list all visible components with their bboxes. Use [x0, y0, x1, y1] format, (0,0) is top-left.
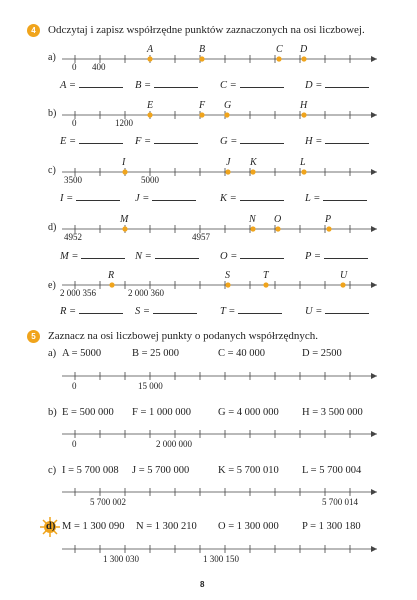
tick-label: 2 000 360 — [128, 288, 164, 298]
point-label-T: T — [263, 270, 269, 281]
answer-U[interactable]: U = — [305, 305, 369, 317]
tick-label: 0 — [72, 62, 77, 72]
answer-G[interactable]: G = — [220, 135, 284, 147]
answer-T[interactable]: T = — [220, 305, 282, 317]
answer-B[interactable]: B = — [135, 79, 198, 91]
point-C-marker — [276, 56, 281, 61]
point-label-I: I — [122, 157, 126, 168]
point-R-marker — [109, 282, 114, 287]
point-A-marker — [147, 56, 152, 61]
point-label-O: O — [274, 214, 282, 225]
answer-S[interactable]: S = — [135, 305, 197, 317]
point-J-marker — [225, 169, 230, 174]
coordinate-D: D = 2500 — [302, 348, 342, 359]
coordinate-B: B = 25 000 — [132, 348, 180, 359]
coordinate-P: P = 1 300 180 — [302, 521, 361, 532]
coordinate-J: J = 5 700 000 — [132, 465, 190, 476]
answer-C[interactable]: C = — [220, 79, 284, 91]
point-label-B: B — [199, 44, 206, 55]
point-label-M: M — [120, 214, 129, 225]
point-F-marker — [199, 112, 204, 117]
tick-label: 2 000 000 — [156, 439, 192, 449]
row-label: c) — [48, 165, 56, 176]
point-B-marker — [199, 56, 204, 61]
number-line[interactable] — [0, 425, 417, 445]
answer-J[interactable]: J = — [135, 192, 196, 204]
point-label-H: H — [300, 100, 308, 111]
row-label: a) — [48, 348, 57, 359]
answer-K[interactable]: K = — [220, 192, 284, 204]
point-T-marker — [263, 282, 268, 287]
coordinate-H: H = 3 500 000 — [302, 407, 363, 418]
point-label-U: U — [340, 270, 348, 281]
point-G-marker — [224, 112, 229, 117]
point-label-J: J — [226, 157, 231, 168]
coordinate-I: I = 5 700 008 — [62, 465, 119, 476]
point-label-R: R — [108, 270, 115, 281]
point-label-C: C — [276, 44, 283, 55]
tick-label: 1200 — [115, 118, 133, 128]
row-label: e) — [48, 280, 56, 291]
point-L-marker — [301, 169, 306, 174]
point-S-marker — [225, 282, 230, 287]
tick-label: 400 — [92, 62, 106, 72]
point-K-marker — [250, 169, 255, 174]
coordinate-M: M = 1 300 090 — [62, 521, 125, 532]
point-N-marker — [250, 226, 255, 231]
point-label-F: F — [199, 100, 206, 111]
row-label: b) — [48, 407, 57, 418]
answer-O[interactable]: O = — [220, 250, 284, 262]
row-label: b) — [48, 108, 57, 119]
point-P-marker — [326, 226, 331, 231]
tick-label: 2 000 356 — [60, 288, 96, 298]
coordinate-N: N = 1 300 210 — [136, 521, 197, 532]
coordinate-C: C = 40 000 — [218, 348, 266, 359]
point-label-L: L — [300, 157, 306, 168]
coordinate-G: G = 4 000 000 — [218, 407, 279, 418]
tick-label: 4957 — [192, 232, 210, 242]
point-I-marker — [122, 169, 127, 174]
exercise-instruction: Odczytaj i zapisz współrzędne punktów zaznaczonych na osi liczbowej. — [48, 24, 365, 36]
number-line[interactable] — [0, 367, 417, 387]
answer-A[interactable]: A = — [60, 79, 123, 91]
coordinate-E: E = 500 000 — [62, 407, 114, 418]
answer-D[interactable]: D = — [305, 79, 369, 91]
point-label-G: G — [224, 100, 232, 111]
tick-label: 4952 — [64, 232, 82, 242]
point-label-N: N — [249, 214, 256, 225]
answer-P[interactable]: P = — [305, 250, 368, 262]
tick-label: 0 — [72, 439, 77, 449]
coordinate-F: F = 1 000 000 — [132, 407, 192, 418]
tick-label: 1 300 030 — [103, 554, 139, 564]
point-label-D: D — [300, 44, 308, 55]
exercise-number-badge: 4 — [27, 24, 40, 37]
answer-R[interactable]: R = — [60, 305, 123, 317]
page-number: 8 — [200, 580, 205, 589]
answer-L[interactable]: L = — [305, 192, 367, 204]
exercise-instruction: Zaznacz na osi liczbowej punkty o podanych współrzędnych. — [48, 330, 319, 342]
number-line — [0, 50, 417, 70]
row-label: c) — [48, 465, 57, 476]
point-H-marker — [301, 112, 306, 117]
tick-label: 3500 — [64, 175, 82, 185]
row-label: a) — [48, 52, 56, 63]
point-D-marker — [301, 56, 306, 61]
exercise-number-badge: 5 — [27, 330, 40, 343]
point-O-marker — [275, 226, 280, 231]
tick-label: 5 700 002 — [90, 497, 126, 507]
row-label: d) — [48, 222, 57, 233]
number-line — [0, 106, 417, 126]
coordinate-L: L = 5 700 004 — [302, 465, 362, 476]
answer-F[interactable]: F = — [135, 135, 198, 147]
point-E-marker — [147, 112, 152, 117]
point-label-S: S — [225, 270, 230, 281]
number-line — [0, 163, 417, 183]
answer-H[interactable]: H = — [305, 135, 369, 147]
point-label-K: K — [250, 157, 257, 168]
tick-label: 5000 — [141, 175, 159, 185]
answer-N[interactable]: N = — [135, 250, 199, 262]
tick-label: 0 — [72, 118, 77, 128]
point-M-marker — [122, 226, 127, 231]
tick-label: 1 300 150 — [203, 554, 239, 564]
coordinate-A: A = 5000 — [62, 348, 102, 359]
tick-label: 15 000 — [138, 381, 163, 391]
point-U-marker — [340, 282, 345, 287]
point-label-A: A — [147, 44, 154, 55]
answer-I[interactable]: I = — [60, 192, 120, 204]
answer-M[interactable]: M = — [60, 250, 125, 262]
answer-E[interactable]: E = — [60, 135, 123, 147]
coordinate-K: K = 5 700 010 — [218, 465, 279, 476]
point-label-P: P — [325, 214, 332, 225]
tick-label: 5 700 014 — [322, 497, 358, 507]
coordinate-O: O = 1 300 000 — [218, 521, 279, 532]
row-label: d) — [46, 521, 56, 532]
tick-label: 0 — [72, 381, 77, 391]
point-label-E: E — [147, 100, 154, 111]
